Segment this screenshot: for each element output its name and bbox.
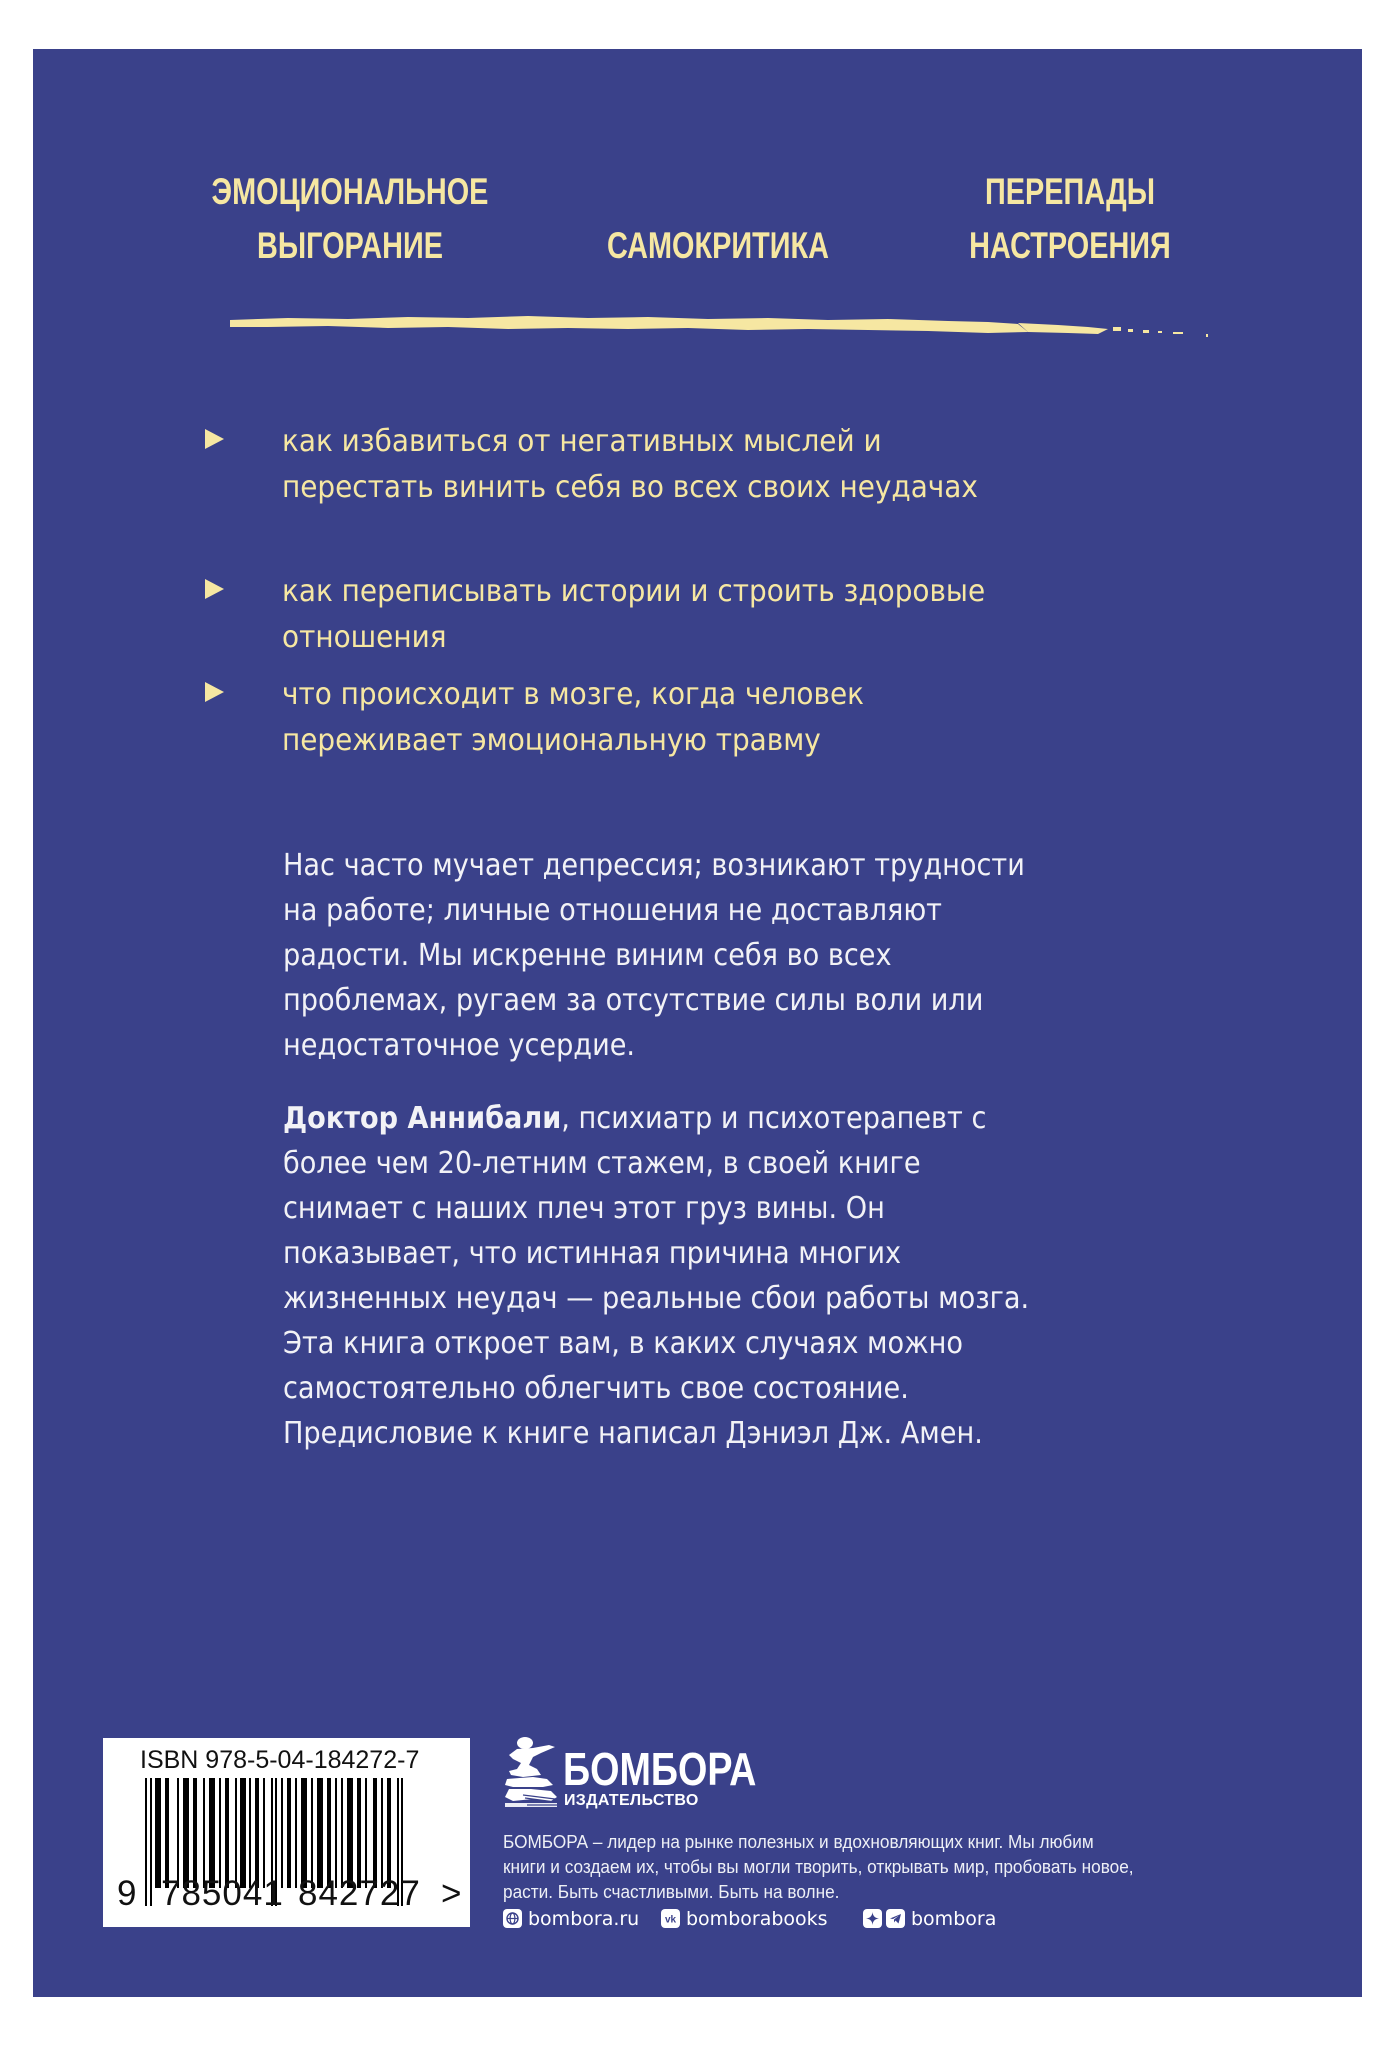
bullet-text: как переписывать истории и строить здоровые отношения: [282, 574, 986, 655]
brush-stroke-divider: [228, 312, 1213, 342]
headline-mood-swings: [914, 165, 1226, 273]
svg-text:vk: vk: [664, 1914, 677, 1926]
social-label: bomborabooks: [686, 1908, 828, 1930]
social-label: bombora.ru: [528, 1908, 640, 1930]
bullet-text: что происходит в мозге, когда человек переживает эмоциональную травму: [282, 677, 864, 758]
isbn-label: ISBN 978-5-04-184272-7: [140, 1746, 420, 1774]
social-link-telegram[interactable]: [886, 1907, 996, 1931]
ean-quiet-marker: >: [441, 1874, 462, 1913]
triangle-right-icon: [205, 429, 224, 449]
headline-burnout-line2: ВЫГОРАНИЕ: [257, 225, 443, 266]
description-paragraph-2: [283, 1096, 1034, 1456]
bullet-text: как избавиться от негативных мыслей и перестать винить себя во всех своих неудачах: [282, 424, 978, 505]
ean-group-1: 785041: [161, 1874, 284, 1913]
social-link-website[interactable]: [503, 1907, 640, 1931]
bullet-item: [205, 569, 1105, 661]
ean-group-2: 842727: [298, 1874, 421, 1913]
publisher-subtitle: ИЗДАТЕЛЬСТВО: [564, 1792, 699, 1809]
bombora-logo-icon: [503, 1735, 559, 1809]
headline-self-criticism-line1: [562, 165, 874, 219]
bullet-item: [205, 672, 1105, 764]
triangle-right-icon: [205, 579, 224, 599]
vk-icon: [661, 1909, 680, 1928]
author-name: Доктор Аннибали: [283, 1101, 562, 1136]
description-paragraph-2-text: , психиатр и психотерапевт с более чем 20-летним стажем, в своей книге снимает с наших плеч этот груз вины. Он показывает, что истинная причина многих жизненных неудач — реальные сбои работы мозга. Эта книга откроет вам, в каких случаях можно самостоятельно облегчить свое состояние. Предисловие к книге написал Дэниэл Дж. Амен.: [283, 1101, 1030, 1451]
triangle-right-icon: [205, 682, 224, 702]
headline-self-criticism-line2: САМОКРИТИКА: [607, 225, 829, 266]
social-link-vk[interactable]: [661, 1907, 836, 1931]
headline-burnout-line1: ЭМОЦИОНАЛЬНОЕ: [211, 171, 489, 212]
publisher-blurb: БОМБОРА – лидер на рынке полезных и вдохновляющих книг. Мы любим книги и создаем их, чтобы вы могли творить, открывать мир, пробовать новое, расти. Быть счастливыми. Быть на волне.: [503, 1831, 1134, 1902]
social-link-dzen[interactable]: [863, 1907, 885, 1931]
headline-self-criticism: [562, 165, 874, 273]
ean-first-digit: 9: [117, 1874, 137, 1913]
headline-burnout: [194, 165, 506, 273]
bullet-item: [205, 419, 1105, 559]
social-label: bombora: [911, 1908, 997, 1930]
publisher-name: БОМБОРА: [563, 1743, 757, 1795]
headline-mood-swings-line2: НАСТРОЕНИЯ: [969, 225, 1171, 266]
telegram-icon: [886, 1909, 905, 1928]
globe-icon: [503, 1909, 522, 1928]
dzen-icon: [863, 1909, 882, 1928]
ean-digits: [103, 1874, 470, 1919]
description-paragraph-1: Нас часто мучает депрессия; возникают трудности на работе; личные отношения не доставляют радости. Мы искренне виним себя во всех проблемах, ругаем за отсутствие силы воли или недостаточное усердие.: [283, 848, 1025, 1063]
isbn-barcode: [103, 1738, 470, 1927]
headline-mood-swings-line1: ПЕРЕПАДЫ: [985, 171, 1155, 212]
